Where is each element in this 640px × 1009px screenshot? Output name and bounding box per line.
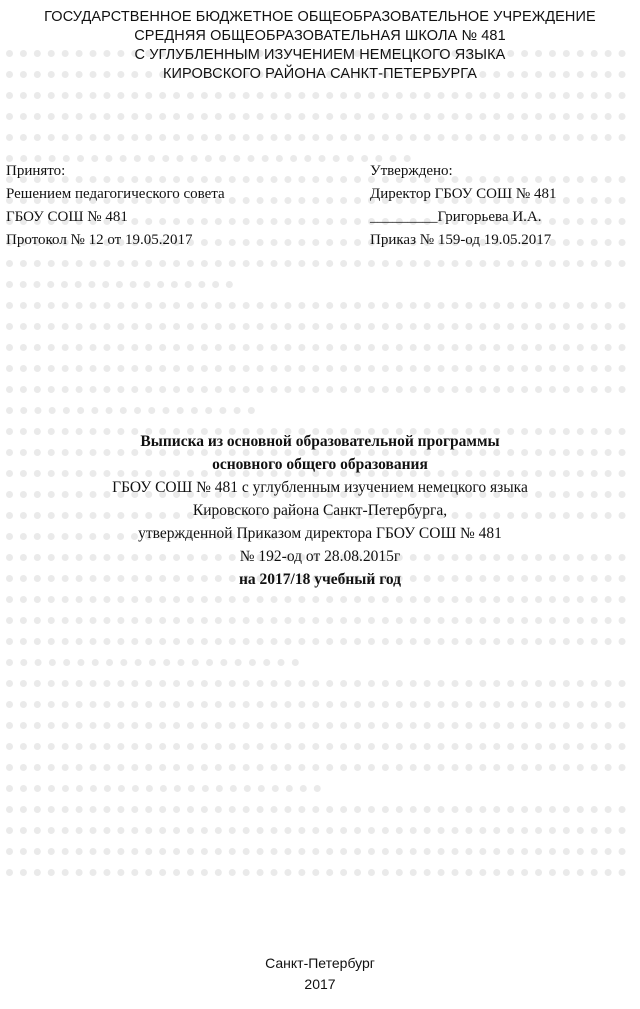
bleed-line (6, 113, 626, 121)
bleed-line (6, 596, 626, 604)
bleed-line (6, 743, 626, 751)
document-title (0, 430, 640, 591)
bleed-line (6, 806, 626, 814)
header-line-3: С УГЛУБЛЕННЫМ ИЗУЧЕНИЕМ НЕМЕЦКОГО ЯЗЫКА (134, 47, 506, 63)
title-line-6: № 192-од от 28.08.2015г (239, 548, 401, 565)
school-header (0, 8, 640, 84)
bleed-line (6, 386, 626, 394)
header-line-4: КИРОВСКОГО РАЙОНА САНКТ-ПЕТЕРБУРГА (162, 66, 478, 82)
bleed-line (6, 764, 626, 772)
bleed-line (6, 260, 626, 268)
bleed-line (6, 365, 626, 373)
header-line-2: СРЕДНЯЯ ОБЩЕОБРАЗОВАТЕЛЬНАЯ ШКОЛА № 481 (134, 28, 506, 44)
bleed-line (6, 407, 255, 415)
accepted-line-2: ГБОУ СОШ № 481 (6, 209, 128, 225)
approved-line-2: _________Григорьева И.А. (370, 209, 542, 225)
bleed-line (6, 302, 626, 310)
title-line-3: ГБОУ СОШ № 481 с углубленным изучением немецкого языка (112, 479, 528, 496)
bleed-line (6, 344, 626, 352)
accepted-line-1: Решением педагогического совета (6, 186, 225, 202)
approved-line-3: Приказ № 159-од 19.05.2017 (370, 232, 552, 248)
title-line-5: утвержденной Приказом директора ГБОУ СОШ № 481 (138, 525, 502, 542)
bleed-line (6, 617, 626, 625)
header-line-1: ГОСУДАРСТВЕННОЕ БЮДЖЕТНОЕ ОБЩЕОБРАЗОВАТЕЛЬНОЕ УЧРЕЖДЕНИЕ (44, 9, 596, 25)
title-line-4: Кировского района Санкт-Петербурга, (192, 502, 448, 519)
footer-year: 2017 (304, 976, 336, 992)
bleed-line (6, 869, 626, 877)
bleed-line (6, 92, 626, 100)
bleed-line (6, 323, 626, 331)
approved-block (370, 160, 556, 252)
bleed-line (6, 722, 626, 730)
bleed-line (6, 701, 626, 709)
footer-city: Санкт-Петербург (265, 955, 375, 971)
document-footer (0, 953, 640, 995)
bleed-line (6, 638, 626, 646)
bleed-line (6, 281, 233, 289)
approved-line-1: Директор ГБОУ СОШ № 481 (370, 186, 557, 202)
title-line-1: Выписка из основной образовательной программы (140, 433, 500, 450)
accepted-heading: Принято: (6, 163, 66, 179)
bleed-line (6, 848, 626, 856)
approved-heading: Утверждено: (370, 163, 453, 179)
title-line-7: на 2017/18 учебный год (239, 571, 401, 588)
bleed-line (6, 827, 626, 835)
title-line-2: основного общего образования (212, 456, 428, 473)
accepted-block (6, 160, 225, 252)
bleed-line (6, 680, 626, 688)
accepted-line-3: Протокол № 12 от 19.05.2017 (6, 232, 193, 248)
bleed-line (6, 134, 626, 142)
bleed-line (6, 785, 321, 793)
bleed-line (6, 659, 299, 667)
